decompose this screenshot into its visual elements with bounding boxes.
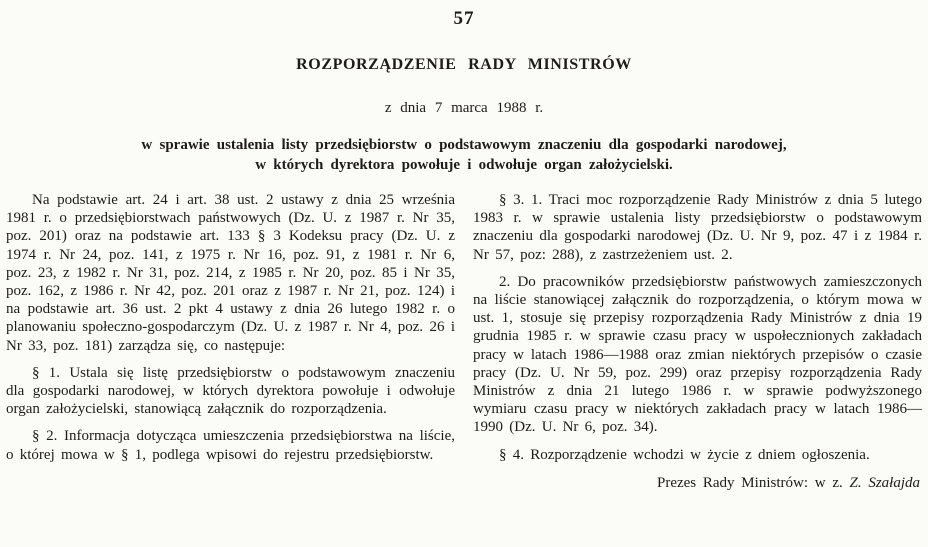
document-subject (6, 135, 922, 175)
paragraph-section-3-point-1: § 3. 1. Traci moc rozporządzenie Rady Ministrów z dnia 5 lutego 1983 r. w sprawie ustalenia listy przedsiębiorstw o podstawowym znaczeniu dla gospodarki narodowej (Dz. U. Nr 9, poz. 47 i z 1984 r. Nr 57, poz: 288), z zastrzeżeniem ust. 2. (473, 192, 922, 263)
page-number: 57 (453, 8, 475, 29)
paragraph-section-3-point-2: 2. Do pracowników przedsiębiorstw państwowych zamieszczonych na liście stanowiącej załącznik do rozporządzenia, o którym mowa w ust. 1, stosuje się przepisy rozporządzenia Rady Ministrów z dnia 19 grudnia 1985 r. w sprawie czasu pracy w uspołecznionych zakładach pracy w latach 1986—1988 oraz zmian niektórych przepisów o czasie pracy (Dz. U. Nr 59, poz. 299) oraz przepisy rozporządzenia Rady Ministrów z dnia 21 lutego 1986 r. w sprawie podwyższonego wymiaru czasu pracy w niektórych zakładach pracy w latach 1986—1990 (Dz. U. Nr 6, poz. 34). (473, 273, 922, 436)
document-date-line: z dnia 7 marca 1988 r. (384, 100, 544, 116)
subject-line-2: w których dyrektora powołuje i odwołuje organ założycielski. (255, 157, 673, 173)
paragraph-section-1: § 1. Ustala się listę przedsiębiorstw o podstawowym znaczeniu dla gospodarki narodowej, w których dyrektora powołuje i odwołuje organ założycielski, stanowiącą załącznik do rozporządzenia. (6, 364, 455, 418)
right-column (473, 191, 922, 492)
signature-line (473, 474, 922, 492)
paragraph-section-4: § 4. Rozporządzenie wchodzi w życie z dniem ogłoszenia. (499, 446, 870, 463)
subject-line-1: w sprawie ustalenia listy przedsiębiorstw o podstawowym znaczeniu dla gospodarki narodowej, (141, 137, 787, 153)
document-title: ROZPORZĄDZENIE RADY MINISTRÓW (296, 56, 632, 73)
paragraph-section-2: § 2. Informacja dotycząca umieszczenia przedsiębiorstwa na liście, o której mowa w § 1, podlega wpisowi do rejestru przedsiębiorstw. (6, 428, 455, 463)
signature-name: Z. Szałajda (849, 474, 920, 491)
two-column-body (6, 191, 922, 492)
paragraph-legal-basis: Na podstawie art. 24 i art. 38 ust. 2 ustawy z dnia 25 września 1981 r. o przedsiębiorstwach państwowych (Dz. U. z 1987 r. Nr 35, poz. 201) oraz na podstawie art. 133 § 3 Kodeksu pracy (Dz. U. z 1974 r. Nr 24, poz. 141, z 1975 r. Nr 16, poz. 91, z 1981 r. Nr 6, poz. 23, z 1982 r. Nr 31, poz. 214, z 1985 r. Nr 20, poz. 85 i Nr 35, poz. 162, z 1986 r. Nr 42, poz. 201 oraz z 1987 r. Nr 21, poz. 124) i na podstawie art. 36 ust. 2 pkt 4 ustawy z dnia 26 lutego 1982 r. o planowaniu społeczno-gospodarczym (Dz. U. z 1987 r. Nr 4, poz. 26 i Nr 33, poz. 181) zarządza się, co następuje: (6, 192, 455, 354)
left-column (6, 191, 455, 492)
signature-title: Prezes Rady Ministrów: w z. (657, 474, 843, 491)
